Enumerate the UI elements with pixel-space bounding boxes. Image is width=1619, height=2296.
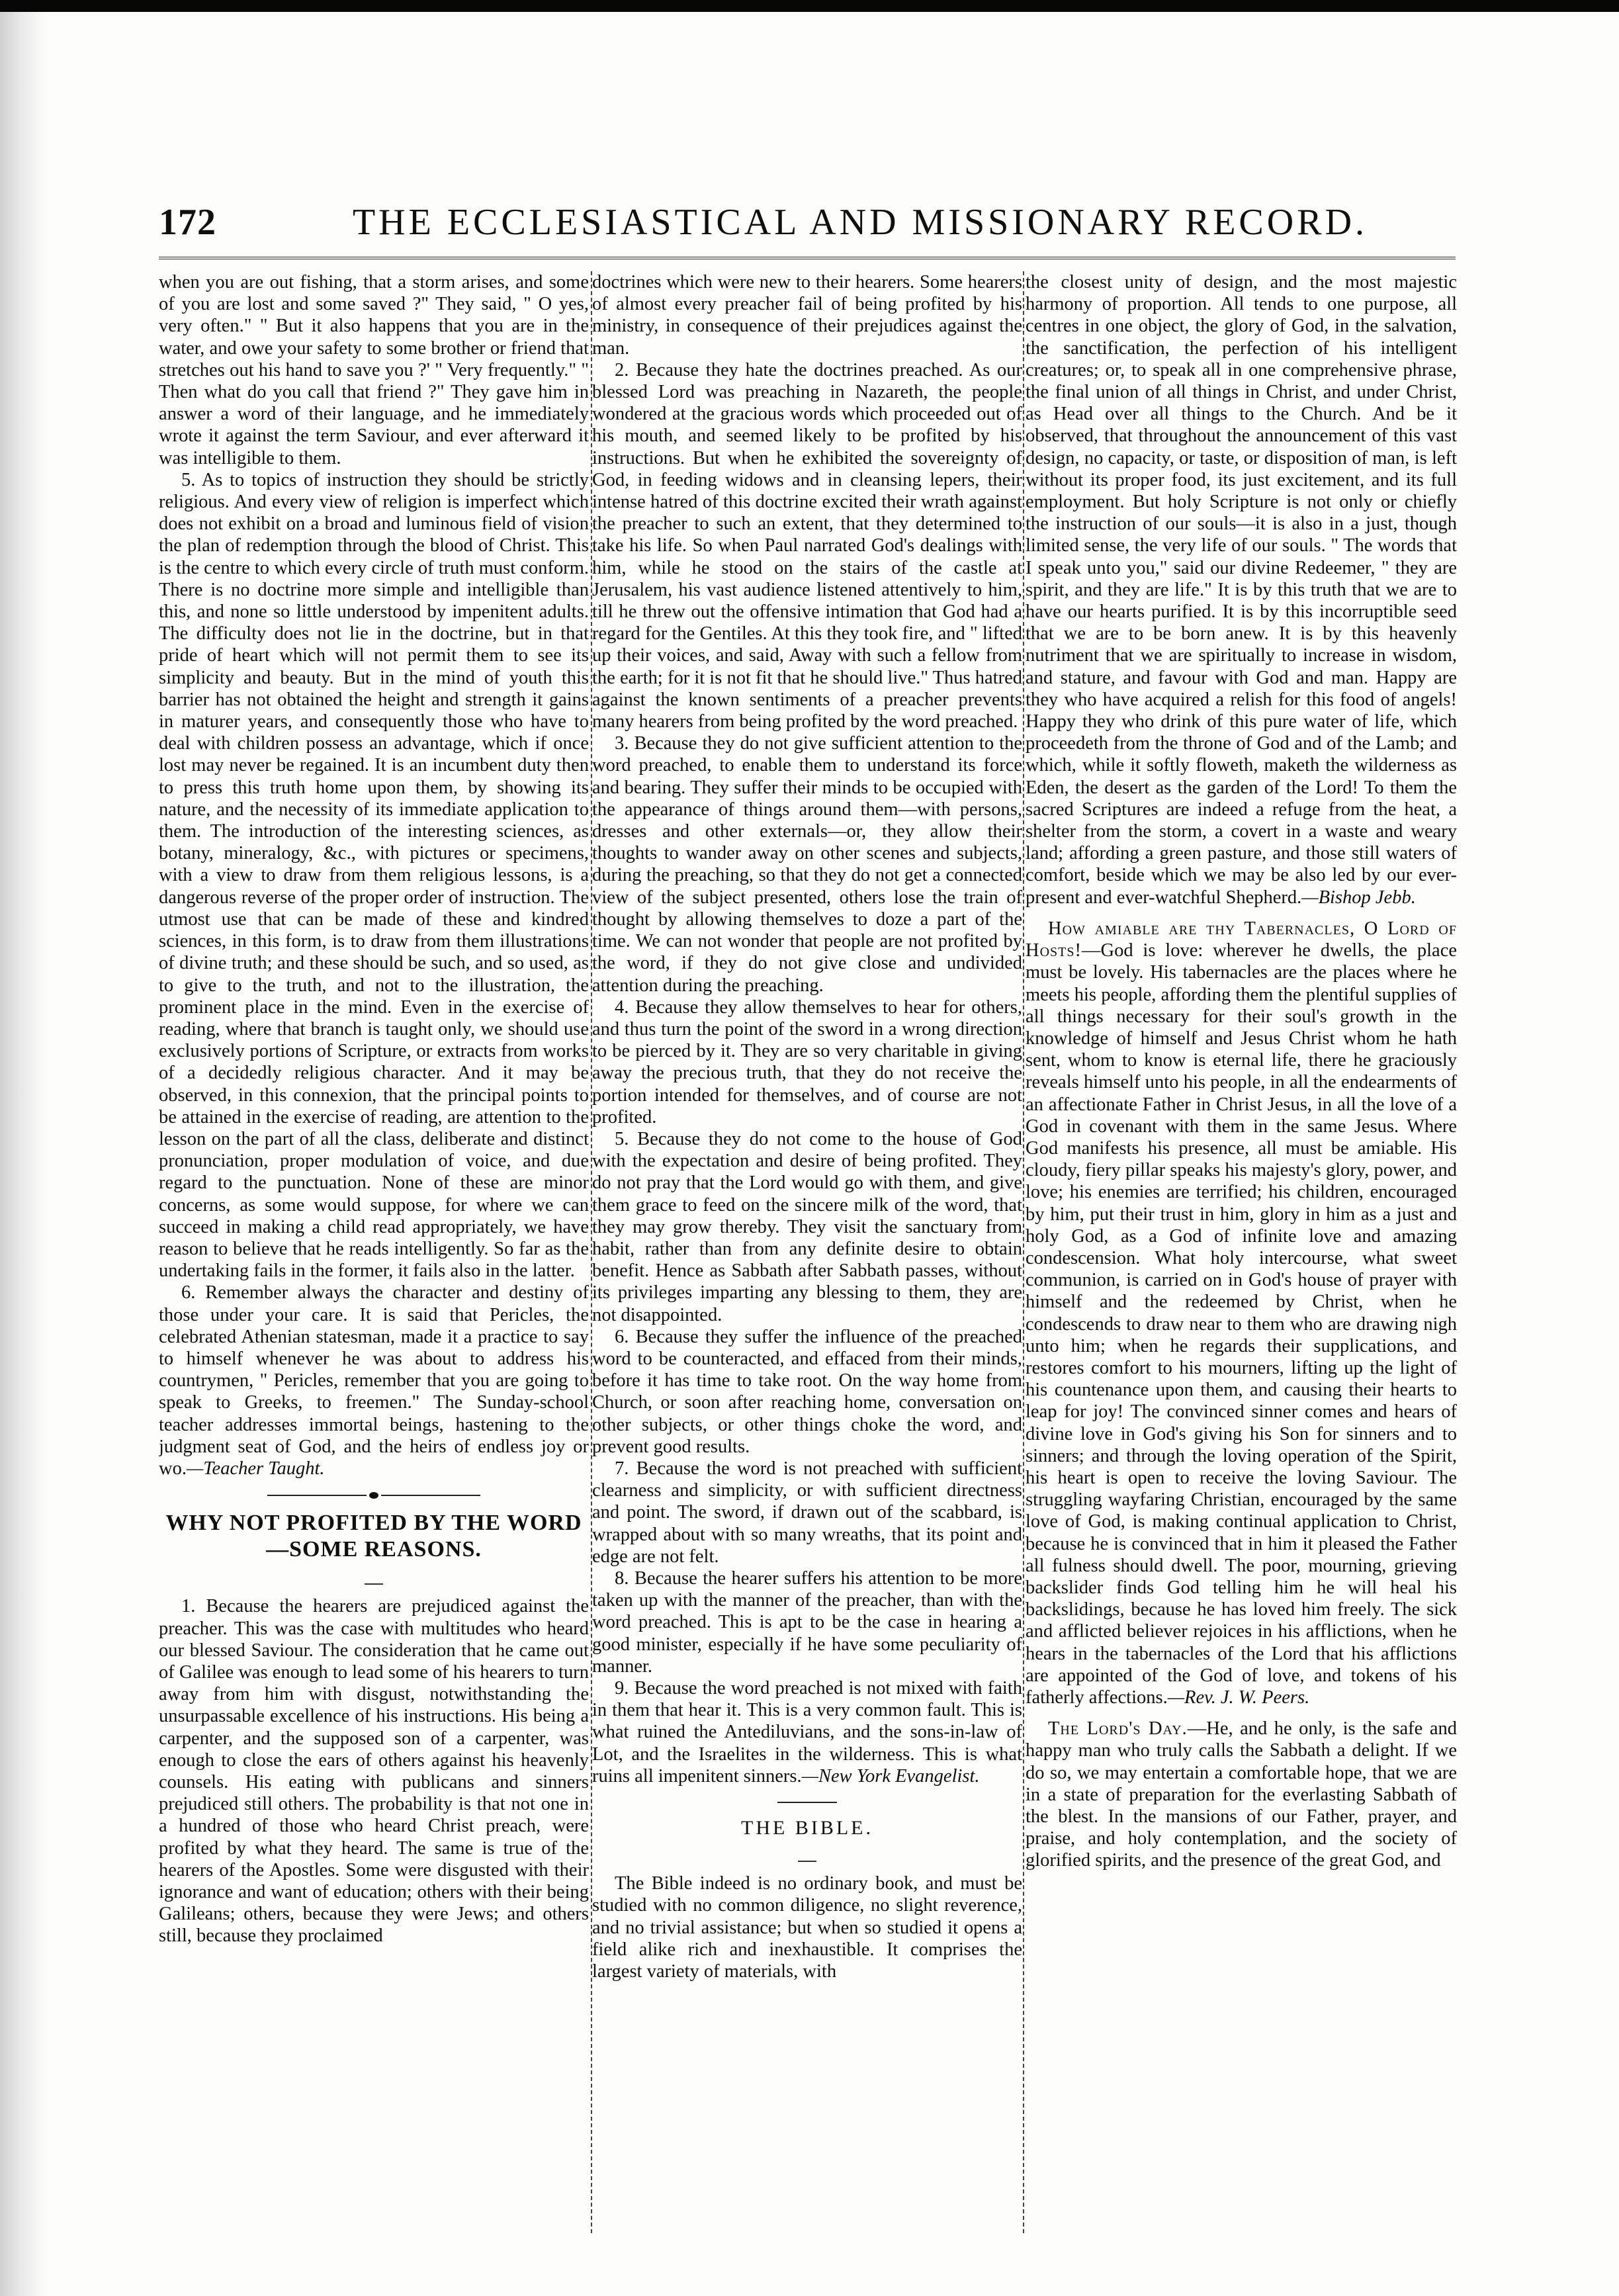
paragraph-lead: The Lord's Day. (1048, 1718, 1188, 1740)
column-middle (592, 271, 1022, 2250)
paragraph: 5. As to topics of instruction they should be strictly religious. And every view of religion is imperfect which does not exhibit on a broad and luminous field of vision the plan of redemption through the blood of Christ. This is the centre to which every circle of truth must conform. There is no doctrine more simple and intelligible than this, and none so little understood by impenitent adults. The difficulty does not lie in the doctrine, but in that pride of heart which will not permit them to see its simplicity and beauty. But in the mind of youth this barrier has not obtained the height and strength it gains in maturer years, and consequently those who have to deal with children possess an advantage, which if once lost may never be regained. It is an incumbent duty then to press this truth home upon them, by showing its nature, and the necessity of its immediate application to them. The introduction of the interesting sciences, as botany, mineralogy, &c., with pictures or specimens, with a view to draw from them religious lessons, is a dangerous reverse of the proper order of instruction. The utmost use that can be made of these and kindred sciences, in this form, is to draw from them illustrations of divine truth; and these should be such, and so used, as to give to the truth, and not to the illustration, the prominent place in the mind. Even in the exercise of reading, where that branch is taught only, we should use exclusively portions of Scripture, or extracts from works of a decidedly religious character. And it may be observed, in this connexion, that the principal points to be attained in the exercise of reading, are attention to the lesson on the part of all the class, deliberate and distinct pronunciation, proper modulation of voice, and due regard to the punctuation. None of these are minor concerns, as some would suppose, for where we can succeed in making a child read appropriately, we have reason to believe that he reads intelligently. So far as the undertaking fails in the former, it fails also in the latter. (159, 469, 589, 1282)
attribution: —Teacher Taught. (186, 1458, 325, 1479)
paragraph: 4. Because they allow themselves to hear for others, and thus turn the point of the sword in a wrong direction to be pierced by it. They are so very charitable in giving away the precious truth, that they do not receive the portion intended for themselves, and of course are not profited. (592, 996, 1022, 1127)
paragraph: 7. Because the word is not preached with sufficient clearness and simplicity, or with sufficient directness and point. The sword, if drawn out of the scabbard, is wrapped about with so many wreaths, that its point and edge are not felt. (592, 1458, 1022, 1567)
paragraph-text: —He, and he only, is the safe and happy man who truly calls the Sabbath a delight. If we do so, we may entertain a comfortable hope, that we are in a state of preparation for the everlasting Sabbath of the blest. In the mansions of our Father, prayer, and praise, and holy contemplation, and the society of glorified spirits, and the presence of the great God, and (1026, 1718, 1457, 1871)
header-rule (159, 257, 1456, 259)
spacer (1026, 1708, 1457, 1718)
attribution: —Bishop Jebb. (1301, 887, 1416, 908)
column-right (1026, 271, 1457, 2250)
paragraph: 1. Because the hearers are prejudiced against the preacher. This was the case with multitudes who heard our blessed Saviour. The consideration that he came out of Galilee was enough to lead some of his hearers to turn away from him with disgust, notwithstanding the unsurpassable excellence of his instructions. His being a carpenter, and the supposed son of a carpenter, was enough to close the ears of others against his heavenly counsels. His eating with publicans and sinners prejudiced still others. The probability is that not one in a hundred of those who heard Christ preach, were profited by what they heard. The same is true of the hearers of the Apostles. Some were disgusted with their ignorance and want of education; others with their being Galileans; others, because they were Jews; and others still, because they proclaimed (159, 1596, 589, 1947)
spacer (1026, 908, 1457, 918)
paragraph (1026, 1718, 1457, 1871)
paragraph (1026, 271, 1457, 908)
section-ornament (159, 1489, 589, 1499)
paragraph: 6. Because they suffer the influence of the preached word to be counteracted, and effaced from their minds, before it has time to take root. On the way home from Church, or soon after reaching home, conversation on other subjects, or other things choke the word, and prevent good results. (592, 1326, 1022, 1457)
paragraph: when you are out fishing, that a storm arises, and some of you are lost and some saved ?" They said, " O yes, very often." " But it also happens that you are in the water, and owe your safety to some brother or friend that stretches out his hand to save you ?' " Very frequently." " Then what do you call that friend ?" They gave him in answer a word of their language, and he immediately wrote it against the term Saviour, and ever afterward it was intelligible to them. (159, 272, 589, 468)
paragraph-text: the closest unity of design, and the most majestic harmony of proportion. All tends to one purpose, all centres in one object, the glory of God, in the salvation, the sanctification, the perfection of his intelligent creatures; or, to speak all in one comprehensive phrase, the final union of all things in Christ, and under Christ, as Head over all things to the Church. And be it observed, that throughout the announcement of this vast design, no capacity, or taste, or disposition of man, is left without its proper food, its just excitement, and its full employment. But holy Scripture is not only or chiefly the instruction of our souls—it is also in a just, though limited sense, the very life of our souls. " The words that I speak unto you," said our divine Redeemer, " they are spirit, and they are life." It is by this truth that we are to have our hearts purified. It is by this incorruptible seed that we are to be born anew. It is by this heavenly nutriment that we are spiritually to increase in wisdom, and stature, and favour with God and man. Happy are they who have acquired a relish for this food of angels! Happy they who drink of this pure water of life, which proceedeth from the throne of God and of the Lamb; and which, while it softly floweth, maketh the wilderness as Eden, the desert as the garden of the Lord! To them the sacred Scriptures are indeed a refuge from the heat, a shelter from the storm, a covert in a waste and weary land; affording a green pasture, and those still waters of comfort, beside which we may be also led by our ever-present and ever-watchful Shepherd. (1026, 272, 1457, 908)
column-divider-2 (1023, 271, 1024, 2233)
paragraph-text: 9. Because the word preached is not mixed with faith in them that hear it. This is a very common fault. This is what ruined the Antediluvians, and the sons-in-law of Lot, and the Israelites in the wilderness. This is what ruins all impenitent sinners. (592, 1678, 1022, 1787)
page-header (159, 199, 1456, 251)
paragraph-text: 6. Remember always the character and destiny of those under your care. It is said that Pericles, the celebrated Athenian statesman, made it a practice to say to himself whenever he was about to address his countrymen, " Pericles, remember that you are going to speak to Greeks, to freemen." The Sunday-school teacher addresses immortal beings, hastening to the judgment seat of God, and the heirs of endless joy or wo. (159, 1282, 589, 1479)
binding-shadow (0, 12, 46, 2296)
running-title: THE ECCLESIASTICAL AND MISSIONARY RECORD. (352, 202, 1368, 243)
paragraph: 5. Because they do not come to the house of God with the expectation and desire of being profited. They do not pray that the Lord would go with them, and give them grace to feed on the sincere milk of the word, that they may grow thereby. They visit the sanctuary from habit, rather than from any definite desire to obtain benefit. Hence as Sabbath after Sabbath passes, without its privileges imparting any blessing to them, they are not disappointed. (592, 1128, 1022, 1325)
section-ornament (592, 1796, 1022, 1807)
section-heading: WHY NOT PROFITED BY THE WORD —SOME REASONS. (165, 1511, 582, 1562)
attribution: —Rev. J. W. Peers. (1167, 1687, 1310, 1708)
paragraph: 2. Because they hate the doctrines preached. As our blessed Lord was preaching in Nazareth, the people wondered at the gracious words which proceeded out of his mouth, and seemed likely to be profited by his instructions. But when he exhibited the sovereignty of God, in feeding widows and in cleansing lepers, their intense hatred of this doctrine excited their wrath against the preacher to such an extent, that they determined to take his life. So when Paul narrated God's dealings with him, while he stood on the stairs of the castle at Jerusalem, his vast audience listened attentively to him, till he threw out the offensive intimation that God had a regard for the Gentiles. At this they took fire, and " lifted up their voices, and said, Away with such a fellow from the earth; for it is not fit that he should live." Thus hatred against the known sentiments of a preacher prevents many hearers from being profited by the word preached. (592, 359, 1022, 732)
paragraph (159, 1282, 589, 1479)
paragraph: doctrines which were new to their hearers. Some hearers of almost every preacher fail of being profited by his ministry, in consequence of their prejudices against the man. (592, 272, 1022, 359)
page-top-border (0, 0, 1619, 12)
paragraph: 8. Because the hearer suffers his attention to be more taken up with the manner of the preacher, than with the word preached. This is apt to be the case in hearing a good minister, especially if he have some peculiarity of manner. (592, 1567, 1022, 1677)
section-heading: THE BIBLE. (741, 1817, 873, 1839)
paragraph-text: —God is love: wherever he dwells, the place must be lovely. His tabernacles are the places where he meets his people, affording them the plentiful supplies of all things necessary for their soul's growth in the knowledge of himself and Jesus Christ whom he hath sent, whom to know is eternal life, there he graciously reveals himself unto his people, in all the endearments of an affectionate Father in Christ Jesus, in all the love of a God in covenant with them in the same Jesus. Where God manifests his presence, all must be amiable. His cloudy, fiery pillar speaks his majesty's glory, power, and love; his enemies are terrified; his children, encouraged by him, put their trust in him, glory in him as a just and holy God, as a God of infinite love and amazing condescension. What holy intercourse, what sweet communion, is carried on in God's house of prayer with himself and the redeemed by Christ, when he condescends to draw near to them who are drawing nigh unto him; when he regards their supplications, and restores comfort to his mourners, lifting up the light of his countenance upon them, and causing their hearts to leap for joy! The convinced sinner comes and hears of divine love in God's giving his Son for sinners and to sinners; and through the loving operation of the Spirit, his heart is open to receive the loving Saviour. The struggling wayfaring Christian, encouraged by the same love of God, is making continual application to Christ, because he is convinced that in him it pleased the Father all fulness should dwell. The poor, mourning, grieving backslider finds God telling him he will heal his backslidings, because he has loved him freely. The sick and afflicted believer rejoices in his afflictions, when he hears in the tabernacles of the Lord that his afflictions are appointed of the God of love, and tokens of his fatherly affections. (1026, 940, 1457, 1708)
heading-dash (592, 1845, 1022, 1867)
attribution: —New York Evangelist. (801, 1765, 980, 1787)
page-number: 172 (159, 202, 216, 243)
paragraph (592, 1677, 1022, 1787)
column-left (159, 271, 589, 2250)
paragraph: The Bible indeed is no ordinary book, and must be studied with no common diligence, no slight reverence, and no trivial assistance; but when so studied it opens a field alike rich and inexhaustible. It comprises the largest variety of materials, with (592, 1873, 1022, 1982)
paragraph: 3. Because they do not give sufficient attention to the word preached, to enable them to understand its force and bearing. They suffer their minds to be occupied with the appearance of things around them—with persons, dresses and other externals—or, they allow their thoughts to wander away on other scenes and subjects, during the preaching, so that they do not get a connected view of the subject presented, others lose the train of thought by allowing themselves to doze a part of the time. We can not wonder that people are not profited by the word, if they do not give close and undivided attention during the preaching. (592, 733, 1022, 996)
paragraph (1026, 918, 1457, 1708)
paragraph-lead: How amiable are thy Tabernacles, O Lord of Hosts! (1026, 918, 1457, 961)
heading-dash (159, 1568, 589, 1590)
